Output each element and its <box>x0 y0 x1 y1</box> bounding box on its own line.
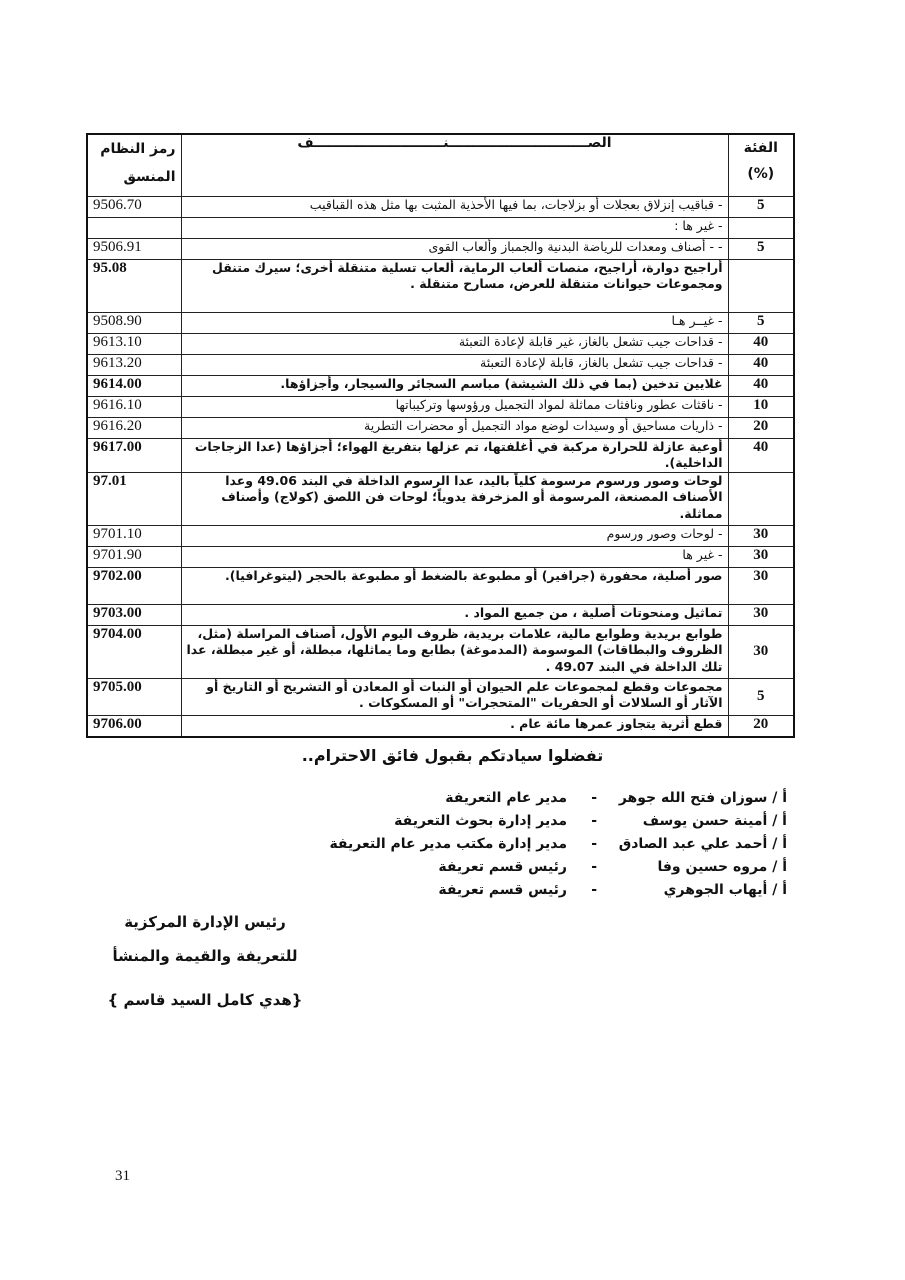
description-cell: - غيــر هـا <box>181 312 728 333</box>
staff-dash: - <box>591 859 597 875</box>
header-rate <box>728 134 794 196</box>
code-cell: 9508.90 <box>87 312 181 333</box>
rate-cell: 5 <box>728 678 794 715</box>
header-description: الصـــــــــــــــــــــــــــــنـــــــــــــــــــــــــــف <box>181 134 728 196</box>
code-cell: 9613.20 <box>87 354 181 375</box>
signature-title-line1: رئيس الإدارة المركزية <box>124 913 286 931</box>
tariff-table-container <box>86 133 793 738</box>
staff-row <box>327 813 787 836</box>
description-cell: - قباقيب إنزلاق بعجلات أو بزلاجات، بما فيها الأحذية المثبت بها مثل هذه القباقيب <box>181 196 728 217</box>
header-code <box>87 134 181 196</box>
description-cell: - - أصناف ومعدات للرياضة البدنية والجمباز وألعاب القوى <box>181 238 728 259</box>
rate-cell <box>728 259 794 312</box>
code-cell: 95.08 <box>87 259 181 312</box>
staff-row <box>327 859 787 882</box>
table-row <box>87 354 794 375</box>
table-row <box>87 567 794 604</box>
code-cell: 9506.70 <box>87 196 181 217</box>
description-cell: غلايين تدخين (بما في ذلك الشيشة) مباسم السجائر والسيجار، وأجزاؤها. <box>181 375 728 396</box>
table-row <box>87 238 794 259</box>
table-row <box>87 196 794 217</box>
header-rate-line1: الفئة <box>743 140 778 156</box>
description-cell: - ذاريات مساحيق أو وسيدات لوضع مواد التجميل أو محضرات التطرية <box>181 417 728 438</box>
table-row <box>87 438 794 472</box>
code-cell: 9705.00 <box>87 678 181 715</box>
description-cell: طوابع بريدية وطوابع مالية، علامات بريدية، ظروف اليوم الأول، أصناف المراسلة (مثل، الظروف والبطاقات) الموسومة (المدموغة) بطابع وما يماثلها، مبطلة، أو غير مبطلة، عدا تلك الداخلة في البند 49.07 . <box>181 625 728 678</box>
code-cell: 9614.00 <box>87 375 181 396</box>
staff-role: مدير إدارة مكتب مدير عام التعريفة <box>329 836 567 852</box>
description-cell: قطع أثرية يتجاوز عمرها مائة عام . <box>181 715 728 737</box>
tariff-table <box>86 133 795 738</box>
rate-cell: 5 <box>728 312 794 333</box>
table-row <box>87 375 794 396</box>
staff-dash: - <box>591 882 597 898</box>
code-cell: 9706.00 <box>87 715 181 737</box>
description-cell: أوعية عازلة للحرارة مركبة في أغلفتها، تم عزلها بتفريغ الهواء؛ أجزاؤها (عدا الزجاجات الداخلية). <box>181 438 728 472</box>
staff-row <box>327 882 787 905</box>
staff-role: مدير إدارة بحوث التعريفة <box>394 813 567 829</box>
rate-cell: 30 <box>728 604 794 625</box>
rate-cell: 40 <box>728 333 794 354</box>
closing-statement: تفضلوا سيادتكم بقبول فائق الاحترام.. <box>301 746 604 765</box>
staff-dash: - <box>591 813 597 829</box>
table-row <box>87 217 794 238</box>
table-row <box>87 678 794 715</box>
table-row <box>87 333 794 354</box>
rate-cell: 5 <box>728 238 794 259</box>
code-cell <box>87 217 181 238</box>
description-cell: - قداحات جيب تشعل بالغاز، غير قابلة لإعادة التعبئة <box>181 333 728 354</box>
staff-name: أ / أيهاب الجوهري <box>663 882 787 898</box>
table-row <box>87 396 794 417</box>
description-cell: صور أصلية، محفورة (جرافير) أو مطبوعة بالضغط أو مطبوعة بالحجر (ليتوغرافيا). <box>181 567 728 604</box>
description-cell: تماثيل ومنحوتات أصلية ، من جميع المواد . <box>181 604 728 625</box>
staff-name: أ / أحمد علي عبد الصادق <box>618 836 787 852</box>
description-cell: - لوحات وصور ورسوم <box>181 525 728 546</box>
staff-row <box>327 790 787 813</box>
header-rate-line2: (%) <box>747 166 775 182</box>
table-row <box>87 259 794 312</box>
staff-role: رئيس قسم تعريفة <box>438 882 567 898</box>
staff-list <box>327 790 787 905</box>
description-cell: لوحات وصور ورسوم مرسومة كلياً باليد، عدا الرسوم الداخلة في البند 49.06 وعدا الأصناف المصنعة، المرسومة أو المزخرفة يدوياً؛ لوحات فن اللصق (كولاج) وأصناف مماثلة. <box>181 472 728 525</box>
staff-dash: - <box>591 790 597 806</box>
code-cell: 9616.20 <box>87 417 181 438</box>
table-row <box>87 625 794 678</box>
rate-cell: 30 <box>728 546 794 567</box>
rate-cell: 20 <box>728 417 794 438</box>
description-cell: - ناقثات عطور ونافثات مماثلة لمواد التجميل ورؤوسها وتركيباتها <box>181 396 728 417</box>
code-cell: 9506.91 <box>87 238 181 259</box>
rate-cell: 30 <box>728 567 794 604</box>
table-row <box>87 417 794 438</box>
staff-row <box>327 836 787 859</box>
rate-cell: 30 <box>728 525 794 546</box>
staff-name: أ / مروه حسين وفا <box>657 859 787 875</box>
description-cell: - غير ها : <box>181 217 728 238</box>
description-cell: - غير ها <box>181 546 728 567</box>
code-cell: 9616.10 <box>87 396 181 417</box>
rate-cell: 10 <box>728 396 794 417</box>
rate-cell: 40 <box>728 438 794 472</box>
page-number: 31 <box>115 1168 130 1184</box>
table-row <box>87 312 794 333</box>
code-cell: 9704.00 <box>87 625 181 678</box>
signature-name: {هدي كامل السيد قاسم } <box>107 991 303 1009</box>
rate-cell: 20 <box>728 715 794 737</box>
rate-cell: 30 <box>728 625 794 678</box>
code-cell: 97.01 <box>87 472 181 525</box>
rate-cell <box>728 217 794 238</box>
code-cell: 9701.10 <box>87 525 181 546</box>
table-row <box>87 715 794 737</box>
staff-role: رئيس قسم تعريفة <box>438 859 567 875</box>
description-cell: مجموعات وقطع لمجموعات علم الحيوان أو النبات أو المعادن أو التشريح أو التاريخ أو الآثار أو السلالات أو الحفريات "المتحجرات" أو المسكوكات . <box>181 678 728 715</box>
table-row <box>87 604 794 625</box>
code-cell: 9702.00 <box>87 567 181 604</box>
description-cell: - قداحات جيب تشعل بالغاز، قابلة لإعادة التعبئة <box>181 354 728 375</box>
rate-cell: 5 <box>728 196 794 217</box>
rate-cell: 40 <box>728 354 794 375</box>
header-code-line1: رمز النظام <box>100 141 176 157</box>
code-cell: 9703.00 <box>87 604 181 625</box>
description-cell: أراجيح دوارة، أراجيح، منصات ألعاب الرماية، ألعاب تسلية متنقلة أخرى؛ سيرك متنقل ومجموعات حيوانات متنقلة للعرض، مسارح متنقلة . <box>181 259 728 312</box>
staff-role: مدير عام التعريفة <box>445 790 567 806</box>
table-row <box>87 546 794 567</box>
code-cell: 9701.90 <box>87 546 181 567</box>
staff-dash: - <box>591 836 597 852</box>
code-cell: 9613.10 <box>87 333 181 354</box>
staff-name: أ / سوزان فتح الله جوهر <box>618 790 787 806</box>
table-row <box>87 472 794 525</box>
rate-cell <box>728 472 794 525</box>
rate-cell: 40 <box>728 375 794 396</box>
header-code-line2: المنسق <box>123 169 176 185</box>
signature-title-line2: للتعريفة والقيمة والمنشأ <box>112 947 298 965</box>
code-cell: 9617.00 <box>87 438 181 472</box>
signature-block <box>105 905 305 1017</box>
staff-name: أ / أمينة حسن يوسف <box>642 813 787 829</box>
table-row <box>87 525 794 546</box>
